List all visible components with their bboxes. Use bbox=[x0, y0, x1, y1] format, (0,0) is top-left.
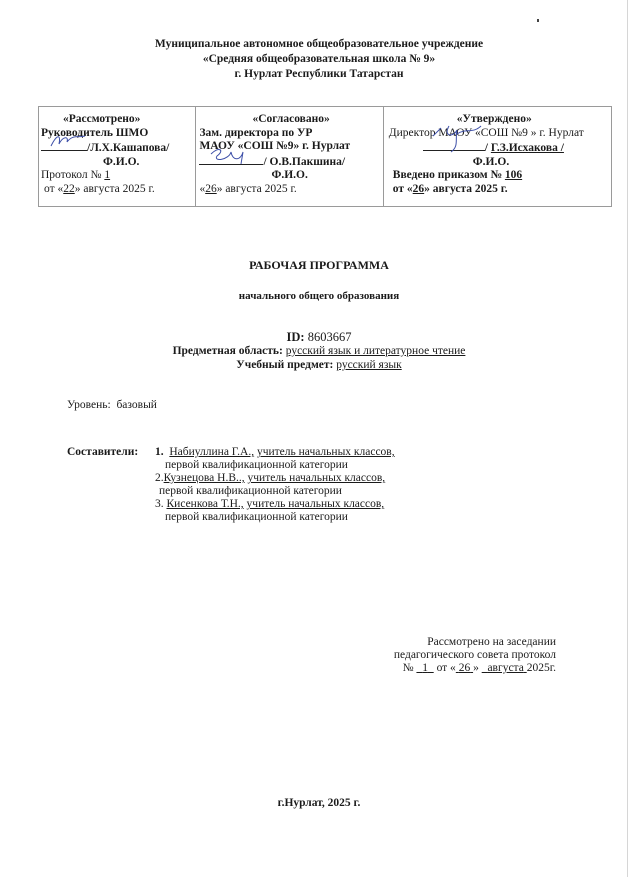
approved-role: Директор МАОУ «СОШ №9 » г. Нурлат bbox=[388, 126, 584, 139]
council-line-1: Рассмотрено на заседании bbox=[427, 636, 556, 648]
approved-name: Г.З.Исхакова / bbox=[490, 142, 564, 154]
area-label: Предметная область: bbox=[172, 345, 283, 357]
program-title: РАБОЧАЯ ПРОГРАММА bbox=[249, 258, 389, 272]
author-name: Кузнецова Н.В.., bbox=[163, 472, 245, 484]
council-note: Рассмотрено на заседании педагогического совета протокол № 1 от « 26 » августа 2025г. bbox=[393, 636, 556, 674]
reviewed-name: /Л.Х.Кашапова/ bbox=[87, 142, 170, 154]
reviewed-protocol-number: 1 bbox=[104, 169, 111, 181]
agreed-date-suffix: » августа 2025 г. bbox=[216, 182, 297, 195]
author-number: 3. bbox=[155, 498, 164, 510]
agreed-role: Зам. директора по УР bbox=[199, 126, 313, 139]
reviewed-fio: Ф.И.О. bbox=[103, 155, 140, 168]
approval-reviewed bbox=[39, 107, 195, 206]
agreed-date-prefix: « bbox=[199, 182, 206, 195]
author-name: Набиуллина Г.А., bbox=[169, 446, 255, 458]
council-date-prefix: от « bbox=[436, 662, 456, 674]
footer-place-year: г.Нурлат, 2025 г. bbox=[277, 797, 361, 809]
agreed-fio: Ф.И.О. bbox=[271, 169, 308, 181]
approval-table bbox=[38, 106, 612, 207]
level-value: базовый bbox=[116, 399, 157, 411]
author-item bbox=[155, 472, 395, 498]
subject-value: русский язык bbox=[336, 359, 402, 371]
reviewed-date-suffix: » августа 2025 г. bbox=[74, 182, 155, 195]
reviewed-role: Руководитель ШМО bbox=[41, 126, 149, 139]
author-name: Кисенкова Т.Н., bbox=[166, 498, 244, 510]
approval-approved bbox=[383, 107, 611, 206]
author-category: первой квалификационной категории bbox=[159, 485, 342, 497]
authors-label: Составители: bbox=[67, 446, 139, 458]
approved-title: «Утверждено» bbox=[456, 113, 532, 125]
author-number: 1. bbox=[155, 446, 164, 458]
author-role: учитель начальных классов, bbox=[246, 498, 385, 510]
header-line-1: Муниципальное автономное общеобразовательное учреждение bbox=[154, 38, 484, 50]
signature-line bbox=[423, 140, 485, 151]
header-line-2: «Средняя общеобразовательная школа № 9» bbox=[202, 53, 436, 65]
approved-fio: Ф.И.О. bbox=[472, 155, 510, 168]
council-year: 2025г. bbox=[526, 662, 556, 674]
approved-order-number: 106 bbox=[504, 169, 523, 181]
area-value: русский язык и литературное чтение bbox=[285, 345, 466, 357]
council-line-2: педагогического совета протокол bbox=[393, 649, 556, 661]
program-id bbox=[0, 330, 638, 345]
subject-info bbox=[0, 344, 638, 372]
page-edge bbox=[627, 0, 628, 877]
council-number-label: № bbox=[402, 662, 414, 674]
agreed-name: / О.В.Пакшина/ bbox=[263, 155, 346, 168]
reviewed-day: 22 bbox=[63, 182, 75, 195]
author-category: первой квалификационной категории bbox=[165, 511, 348, 523]
reviewed-date-prefix: от « bbox=[44, 182, 64, 195]
header-line-3: г. Нурлат Республики Татарстан bbox=[234, 68, 404, 80]
author-category: первой квалификационной категории bbox=[165, 459, 348, 471]
council-day: 26 bbox=[458, 662, 471, 674]
subject-label: Учебный предмет: bbox=[236, 359, 334, 371]
approved-name-prefix: / bbox=[484, 142, 491, 154]
signature-line bbox=[199, 154, 263, 165]
id-label: ID: bbox=[286, 330, 305, 344]
signature-line bbox=[41, 140, 87, 151]
council-month: августа bbox=[487, 662, 524, 674]
author-item bbox=[155, 446, 395, 472]
author-role: учитель начальных классов, bbox=[256, 446, 395, 458]
author-item bbox=[155, 498, 395, 524]
reviewed-protocol-label: Протокол № bbox=[41, 169, 102, 181]
program-subtitle: начального общего образования bbox=[238, 290, 400, 302]
agreed-org: МАОУ «СОШ №9» г. Нурлат bbox=[199, 140, 351, 152]
approved-date-prefix: от « bbox=[392, 182, 413, 195]
agreed-title: «Согласовано» bbox=[252, 113, 330, 125]
id-value: 8603667 bbox=[307, 330, 352, 344]
level-label: Уровень: bbox=[67, 399, 111, 411]
council-number: 1 bbox=[422, 662, 428, 674]
authors-list bbox=[155, 446, 395, 524]
reviewed-title: «Рассмотрено» bbox=[63, 113, 141, 125]
approved-date-suffix: » августа 2025 г. bbox=[424, 182, 508, 195]
approval-agreed bbox=[195, 107, 382, 206]
approved-order-label: Введено приказом № bbox=[392, 169, 503, 181]
author-role: учитель начальных классов, bbox=[247, 472, 386, 484]
author-number: 2. bbox=[155, 472, 164, 484]
scan-speck bbox=[537, 19, 539, 22]
level bbox=[67, 399, 157, 411]
school-header bbox=[0, 37, 638, 82]
agreed-day: 26 bbox=[205, 182, 217, 195]
approved-day: 26 bbox=[412, 182, 425, 195]
